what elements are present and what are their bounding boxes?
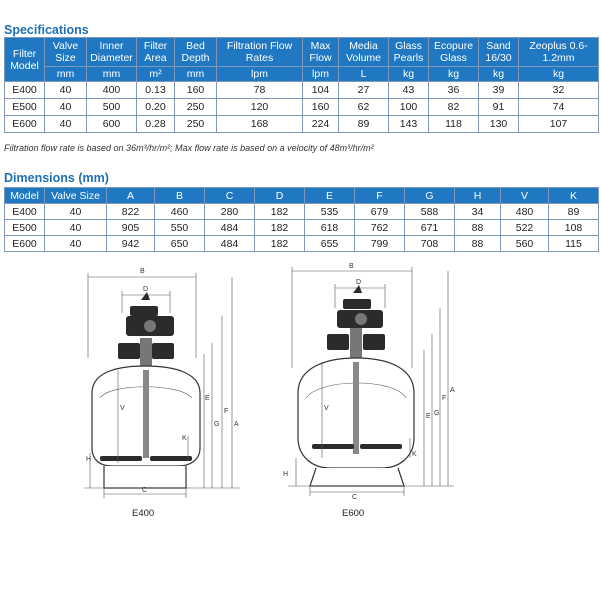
spec-body xyxy=(5,82,599,133)
spec-row-e400 xyxy=(5,82,599,99)
spec-header-5: Filtration Flow Rates xyxy=(217,38,303,67)
e600-dim-f: F xyxy=(442,395,447,402)
dim-header-cell: F xyxy=(355,188,405,204)
dim-cell: 822 xyxy=(107,204,155,220)
spec-cell: 250 xyxy=(175,116,217,133)
spec-cell: 160 xyxy=(175,82,217,99)
dim-row-e600 xyxy=(5,236,599,252)
dim-cell: 280 xyxy=(205,204,255,220)
spec-unit-5: lpm xyxy=(217,67,303,82)
e400-filter-drawing xyxy=(84,268,240,519)
dim-cell: 182 xyxy=(255,236,305,252)
flow-rate-note: Filtration flow rate is based on 36m³/hr/m²; Max flow rate is based on a velocity of 48m³/hr/m² xyxy=(4,143,374,153)
e400-dim-k: K xyxy=(182,435,187,442)
spec-cell: 160 xyxy=(303,99,339,116)
spec-unit-3: m² xyxy=(137,67,175,82)
spec-cell: 62 xyxy=(339,99,389,116)
spec-cell: 43 xyxy=(389,82,429,99)
spec-header-11: Zeoplus 0.6-1.2mm xyxy=(519,38,599,67)
dim-cell: 655 xyxy=(305,236,355,252)
dim-cell: E500 xyxy=(5,220,45,236)
spec-cell: 89 xyxy=(339,116,389,133)
dim-cell: 484 xyxy=(205,220,255,236)
spec-cell: 400 xyxy=(87,82,137,99)
spec-header-8: Glass Pearls xyxy=(389,38,429,67)
spec-header-10: Sand 16/30 xyxy=(479,38,519,67)
spec-cell: 91 xyxy=(479,99,519,116)
spec-cell: 74 xyxy=(519,99,599,116)
spec-cell: 36 xyxy=(429,82,479,99)
e600-dim-c: C xyxy=(352,494,358,501)
dim-header-cell: E xyxy=(305,188,355,204)
dim-cell: 182 xyxy=(255,204,305,220)
spec-header-0: Filter Model xyxy=(5,38,45,82)
dim-header-cell: Model xyxy=(5,188,45,204)
spec-cell: 100 xyxy=(389,99,429,116)
dim-header-cell: B xyxy=(155,188,205,204)
spec-cell: E400 xyxy=(5,82,45,99)
spec-cell: 143 xyxy=(389,116,429,133)
dim-cell: 108 xyxy=(549,220,599,236)
e600-dim-k: K xyxy=(412,451,417,458)
dim-cell: 560 xyxy=(501,236,549,252)
spec-unit-8: kg xyxy=(389,67,429,82)
spec-header-9: Ecopure Glass xyxy=(429,38,479,67)
spec-cell: 130 xyxy=(479,116,519,133)
dim-cell: 89 xyxy=(549,204,599,220)
dim-cell: 480 xyxy=(501,204,549,220)
spec-cell: 224 xyxy=(303,116,339,133)
spec-header-3: Filter Area xyxy=(137,38,175,67)
dim-cell: 588 xyxy=(405,204,455,220)
e400-dim-a: A xyxy=(234,421,239,428)
spec-cell: 40 xyxy=(45,82,87,99)
e600-dim-h: H xyxy=(283,471,289,478)
e400-dim-b: B xyxy=(140,268,145,275)
dim-cell: 40 xyxy=(45,220,107,236)
spec-header-4: Bed Depth xyxy=(175,38,217,67)
spec-unit-11: kg xyxy=(519,67,599,82)
dim-cell: 34 xyxy=(455,204,501,220)
e400-dim-d: D xyxy=(143,286,149,293)
spec-cell: 500 xyxy=(87,99,137,116)
dim-cell: 40 xyxy=(45,204,107,220)
e600-dim-e: E xyxy=(426,413,431,420)
dim-cell: 88 xyxy=(455,220,501,236)
spec-cell: 27 xyxy=(339,82,389,99)
e400-dim-g: G xyxy=(214,421,220,428)
spec-row-e500 xyxy=(5,99,599,116)
spec-unit-7: L xyxy=(339,67,389,82)
spec-cell: 600 xyxy=(87,116,137,133)
dim-header-cell: H xyxy=(455,188,501,204)
dim-header-cell: G xyxy=(405,188,455,204)
e400-dim-v: V xyxy=(120,405,125,412)
e600-dim-d: D xyxy=(356,279,362,286)
spec-header-2: Inner Diameter xyxy=(87,38,137,67)
filter-dimension-diagram xyxy=(0,258,601,558)
spec-cell: E500 xyxy=(5,99,45,116)
specifications-table xyxy=(4,37,599,133)
spec-header-row xyxy=(5,38,599,67)
specifications-title: Specifications xyxy=(4,23,89,37)
dim-header-row xyxy=(5,188,599,204)
dim-header-cell: D xyxy=(255,188,305,204)
dim-cell: 671 xyxy=(405,220,455,236)
dim-cell: 762 xyxy=(355,220,405,236)
e400-dim-c: C xyxy=(142,487,148,494)
e400-caption: E400 xyxy=(132,508,155,519)
spec-header-1: Valve Size xyxy=(45,38,87,67)
spec-unit-10: kg xyxy=(479,67,519,82)
spec-cell: 40 xyxy=(45,116,87,133)
dim-cell: 40 xyxy=(45,236,107,252)
dim-header-cell: K xyxy=(549,188,599,204)
dim-cell: 550 xyxy=(155,220,205,236)
spec-cell: 120 xyxy=(217,99,303,116)
e600-dim-v: V xyxy=(324,405,329,412)
spec-cell: 40 xyxy=(45,99,87,116)
dim-cell: 618 xyxy=(305,220,355,236)
dim-header-cell: A xyxy=(107,188,155,204)
spec-cell: 118 xyxy=(429,116,479,133)
spec-header-7: Media Volume xyxy=(339,38,389,67)
e600-caption: E600 xyxy=(342,508,365,519)
dim-cell: E600 xyxy=(5,236,45,252)
spec-cell: 0.20 xyxy=(137,99,175,116)
dim-cell: 484 xyxy=(205,236,255,252)
dim-row-e400 xyxy=(5,204,599,220)
e400-dim-h: H xyxy=(86,456,92,463)
spec-row-e600 xyxy=(5,116,599,133)
e600-dim-b: B xyxy=(349,263,354,270)
spec-cell: 39 xyxy=(479,82,519,99)
e600-filter-drawing xyxy=(283,263,455,519)
e600-dim-g: G xyxy=(434,410,440,417)
e400-dim-e: E xyxy=(205,395,210,402)
spec-cell: 250 xyxy=(175,99,217,116)
e600-dim-a: A xyxy=(450,387,455,394)
dim-cell: 708 xyxy=(405,236,455,252)
dim-header-cell: V xyxy=(501,188,549,204)
dim-row-e500 xyxy=(5,220,599,236)
dim-cell: 799 xyxy=(355,236,405,252)
dim-cell: 115 xyxy=(549,236,599,252)
dimensions-title: Dimensions (mm) xyxy=(4,171,109,185)
spec-cell: 82 xyxy=(429,99,479,116)
spec-cell: 0.13 xyxy=(137,82,175,99)
spec-cell: 78 xyxy=(217,82,303,99)
dim-cell: 942 xyxy=(107,236,155,252)
dim-cell: 460 xyxy=(155,204,205,220)
spec-cell: 107 xyxy=(519,116,599,133)
spec-cell: 0.28 xyxy=(137,116,175,133)
spec-unit-2: mm xyxy=(87,67,137,82)
dimensions-table xyxy=(4,187,599,252)
dim-cell: 650 xyxy=(155,236,205,252)
spec-cell: 168 xyxy=(217,116,303,133)
e400-dim-f: F xyxy=(224,408,229,415)
dim-cell: E400 xyxy=(5,204,45,220)
spec-unit-6: lpm xyxy=(303,67,339,82)
dim-cell: 182 xyxy=(255,220,305,236)
spec-unit-row xyxy=(5,67,599,82)
spec-unit-4: mm xyxy=(175,67,217,82)
dim-cell: 522 xyxy=(501,220,549,236)
spec-cell: 32 xyxy=(519,82,599,99)
dim-cell: 535 xyxy=(305,204,355,220)
spec-header-6: Max Flow xyxy=(303,38,339,67)
dim-cell: 905 xyxy=(107,220,155,236)
spec-unit-9: kg xyxy=(429,67,479,82)
dim-header-cell: Valve Size xyxy=(45,188,107,204)
dim-header-cell: C xyxy=(205,188,255,204)
spec-cell: E600 xyxy=(5,116,45,133)
dim-body xyxy=(5,204,599,252)
spec-unit-1: mm xyxy=(45,67,87,82)
spec-cell: 104 xyxy=(303,82,339,99)
dim-cell: 88 xyxy=(455,236,501,252)
dim-cell: 679 xyxy=(355,204,405,220)
